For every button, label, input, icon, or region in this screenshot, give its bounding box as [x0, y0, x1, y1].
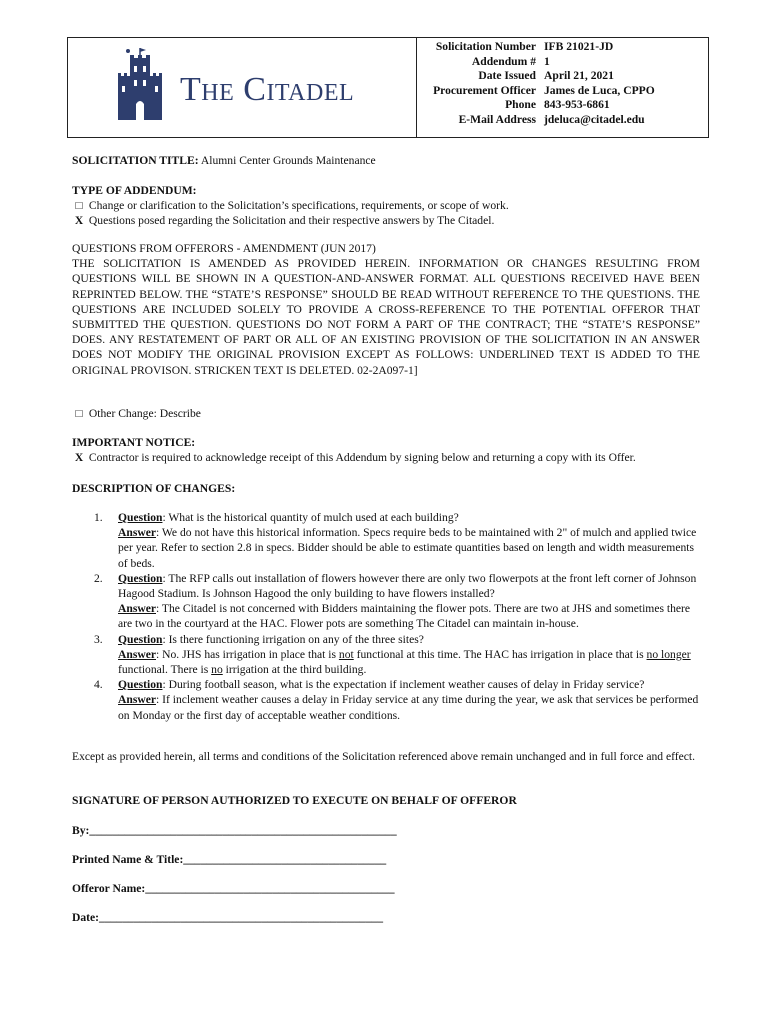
offeror-name-field[interactable]: Offeror Name:___________________________________________ [72, 882, 395, 895]
qa-list [72, 510, 700, 723]
qa-number: 4. [94, 678, 103, 692]
meta-value: James de Luca, CPPO [544, 83, 655, 97]
addendum-option [72, 213, 700, 228]
solicitation-title [72, 153, 700, 168]
questions-block [72, 241, 700, 378]
solicitation-title-label: SOLICITATION TITLE: [72, 154, 199, 167]
answer-text-underlined: not [338, 647, 354, 661]
other-change-text: Other Change: Describe [88, 407, 201, 420]
printed-name-title-field[interactable]: Printed Name & Title:___________________________________ [72, 853, 387, 866]
by-signature-field[interactable]: By:_____________________________________________________ [72, 824, 397, 837]
qa-number: 1. [94, 511, 103, 524]
signature-heading: SIGNATURE OF PERSON AUTHORIZED TO EXECUTE ON BEHALF OF OFFEROR [72, 794, 517, 807]
important-notice-text: Contractor is required to acknowledge receipt of this Addendum by signing below and returning a copy with its Offer. [88, 451, 636, 465]
question-text: : During football season, what is the expectation if inclement weather causes of delay in Friday service? [162, 678, 645, 692]
header-box [67, 37, 709, 138]
checkbox-checked-icon: X [74, 214, 84, 228]
addendum-option-text: Change or clarification to the Solicitation’s specifications, requirements, or scope of work. [88, 199, 509, 213]
answer-text-part: : No. JHS has irrigation in place that is [156, 647, 339, 661]
meta-row [420, 84, 708, 99]
question-label: Question [118, 632, 163, 646]
qa-question [118, 510, 700, 525]
meta-row [420, 55, 708, 70]
date-field[interactable]: Date:_________________________________________________ [72, 911, 384, 924]
answer-text-part: functional at this time. The HAC has irrigation in place that is [353, 647, 647, 661]
solicitation-meta [420, 40, 708, 128]
qa-question [118, 677, 700, 692]
meta-key: Procurement Officer [433, 83, 536, 97]
qa-question [118, 571, 700, 601]
qa-number: 2. [94, 571, 103, 585]
meta-row [420, 113, 708, 128]
question-text: : Is there functioning irrigation on any of the three sites? [162, 632, 424, 646]
qa-answer [118, 647, 700, 677]
closing-paragraph: Except as provided herein, all terms and conditions of the Solicitation referenced above remain unchanged and in full force and effect. [72, 750, 696, 763]
qa-item [72, 510, 700, 571]
answer-text-part: functional. There is [118, 663, 212, 677]
addendum-option-text: Questions posed regarding the Solicitation and their respective answers by The Citadel. [88, 214, 495, 228]
description-heading-text: DESCRIPTION OF CHANGES: [72, 482, 236, 495]
questions-title: QUESTIONS FROM OFFERORS - AMENDMENT (JUN 2017) [72, 242, 376, 255]
meta-key: Phone [505, 98, 536, 112]
checkbox-empty-icon: □ [75, 199, 83, 213]
meta-key: E-Mail Address [458, 112, 536, 126]
castle-icon [98, 44, 178, 124]
qa-item [72, 632, 700, 678]
solicitation-title-value: Alumni Center Grounds Maintenance [198, 154, 376, 167]
addendum-option [72, 198, 700, 213]
answer-label: Answer [118, 602, 156, 616]
qa-item [72, 571, 700, 632]
citadel-logo [98, 44, 378, 124]
important-notice-line [72, 450, 700, 465]
meta-value: IFB 21021-JD [544, 40, 614, 53]
question-text: : What is the historical quantity of mulch used at each building? [162, 511, 459, 524]
meta-row [420, 69, 708, 84]
meta-key: Addendum # [471, 54, 536, 68]
question-label: Question [118, 678, 163, 692]
answer-label: Answer [118, 647, 156, 661]
meta-value: jdeluca@citadel.edu [544, 112, 645, 126]
qa-question [118, 632, 700, 647]
qa-answer [118, 601, 700, 631]
meta-key: Solicitation Number [435, 40, 536, 53]
answer-text: : If inclement weather causes a delay in Friday service at any time during the year, we ask that services be performed on Monday or the first day of acceptable weather conditions. [118, 693, 699, 722]
important-notice [72, 435, 700, 465]
checkbox-empty-icon: □ [75, 407, 83, 420]
answer-label: Answer [118, 693, 156, 707]
qa-answer [118, 692, 700, 722]
description-heading [72, 481, 700, 496]
type-of-addendum [72, 183, 700, 229]
type-of-addendum-heading: TYPE OF ADDENDUM: [72, 184, 197, 197]
header-divider [416, 38, 417, 137]
answer-text-underlined: no [211, 663, 223, 677]
important-notice-heading: IMPORTANT NOTICE: [72, 436, 196, 449]
logo-text: The Citadel [180, 71, 355, 108]
qa-answer [118, 525, 700, 571]
qa-item [72, 677, 700, 723]
answer-text: : The Citadel is not concerned with Bidders maintaining the flower pots. There are two at JHS and sometimes there are two in the courtyard at the HAC. Flower pots are something The Citadel can maintain in-house. [118, 602, 691, 631]
questions-text: THE SOLICITATION IS AMENDED AS PROVIDED HEREIN. INFORMATION OR CHANGES RESULTING FROM QUESTIONS WILL BE SHOWN IN A QUESTION-AND-ANSWER FORMAT. ALL QUESTIONS RECEIVED HAVE BEEN REPRINTED BELOW. THE “STATE’S RESPONSE” SHOULD BE READ WITHOUT REFERENCE TO THE QUESTIONS. THE QUESTIONS ARE INCLUDED SOLELY TO PROVIDE A CROSS-REFERENCE TO THE POTENTIAL OFFEROR THAT SUBMITTED THE QUESTION. QUESTIONS DO NOT FORM A PART OF THE CONTRACT; THE “STATE’S RESPONSE” DOES. ANY RESTATEMENT OF PART OR ALL OF AN EXISTING PROVISION OF THE SOLICITATION IN AN ANSWER DOES NOT MODIFY THE ORIGINAL PROVISION EXCEPT AS FOLLOWS: UNDERLINED TEXT IS ADDED TO THE ORIGINAL PROVISON. STRICKEN TEXT IS DELETED. 02-2A097-1] [72, 257, 700, 377]
question-label: Question [118, 511, 163, 524]
meta-value: April 21, 2021 [544, 69, 614, 83]
answer-label: Answer [118, 526, 156, 540]
question-label: Question [118, 571, 163, 585]
other-change [72, 406, 700, 421]
question-text: : The RFP calls out installation of flowers however there are only two flowerpots at the front left corner of Johnson Hagood Stadium. Is Johnson Hagood the only building to have flowers installed? [118, 571, 697, 601]
answer-text-underlined: no longer [646, 647, 691, 661]
answer-text-part: irrigation at the third building. [222, 663, 367, 677]
qa-number: 3. [94, 632, 103, 646]
answer-text: : We do not have this historical information. Specs require beds to be maintained with 2" of mulch and applied twice per year. Refer to section 2.8 in specs. Bidder should be able to estimate quantities based on length and width measurements of beds. [118, 526, 697, 570]
meta-row [420, 98, 708, 113]
meta-value: 843-953-6861 [544, 98, 610, 112]
meta-key: Date Issued [478, 69, 536, 83]
meta-row [420, 40, 708, 55]
checkbox-checked-icon: X [74, 451, 84, 465]
meta-value: 1 [544, 54, 550, 68]
